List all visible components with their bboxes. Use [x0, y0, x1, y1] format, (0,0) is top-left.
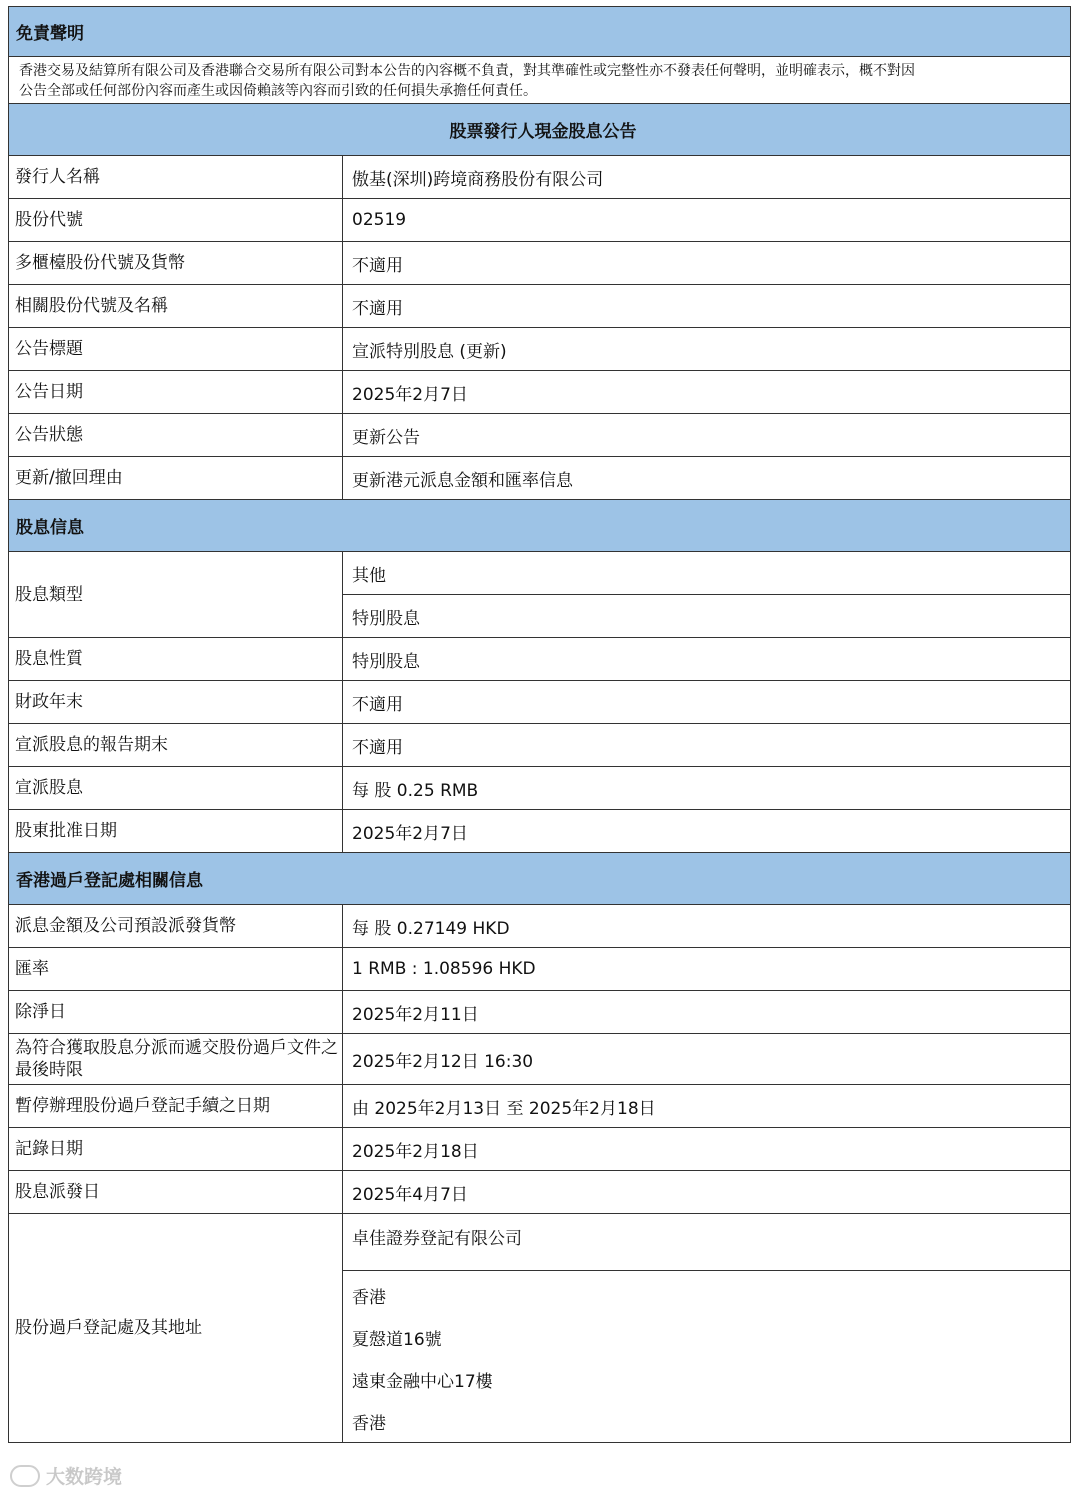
issuer-field-label: 發行人名稱 — [9, 156, 343, 198]
hk-field-row — [8, 1128, 1071, 1171]
dividend-field-label: 宣派股息 — [9, 767, 343, 809]
issuer-field-row — [8, 285, 1071, 328]
dividend-field-value: 2025年2月7日 — [352, 823, 468, 844]
hk-field-row — [8, 991, 1071, 1034]
issuer-field-value: 傲基(深圳)跨境商務股份有限公司 — [352, 169, 604, 190]
hk-field-value: 由 2025年2月13日 至 2025年2月18日 — [352, 1098, 656, 1119]
registrar-address-line-3: 遠東金融中心17樓 — [352, 1371, 493, 1392]
hk-field-label: 匯率 — [9, 948, 343, 990]
issuer-field-row — [8, 156, 1071, 199]
dividend-type-value-2: 特別股息 — [352, 608, 420, 629]
issuer-field-label: 多櫃檯股份代號及貨幣 — [9, 242, 343, 284]
dividend-info-table — [8, 638, 1071, 853]
registrar-address-line-1: 香港 — [352, 1288, 386, 1309]
registrar-row — [8, 1214, 1071, 1443]
disclaimer-line-1: 香港交易及結算所有限公司及香港聯合交易所有限公司對本公告的內容概不負責，對其準確性或完整性亦不發表任何聲明，並明確表示，概不對因 — [19, 63, 915, 79]
hk-registrar-section-header — [8, 853, 1071, 905]
dividend-type-row — [8, 552, 1071, 638]
hk-field-row — [8, 1171, 1071, 1214]
hk-field-value: 2025年4月7日 — [352, 1184, 468, 1205]
dividend-field-label: 股息性質 — [9, 638, 343, 680]
registrar-address-line-2: 夏慤道16號 — [352, 1329, 442, 1350]
hk-field-value: 2025年2月18日 — [352, 1141, 479, 1162]
dividend-field-value: 特別股息 — [352, 651, 420, 672]
issuer-field-value: 宣派特別股息 (更新) — [352, 341, 507, 362]
hk-field-value: 每 股 0.27149 HKD — [352, 918, 510, 939]
watermark — [10, 1462, 122, 1489]
dividend-type-value-1: 其他 — [343, 552, 1070, 595]
issuer-field-value: 2025年2月7日 — [352, 384, 468, 405]
issuer-field-value: 不適用 — [352, 298, 403, 319]
issuer-field-row — [8, 242, 1071, 285]
announcement-document — [8, 6, 1071, 1443]
registrar-details — [343, 1214, 1070, 1442]
hk-field-label: 為符合獲取股息分派而遞交股份過戶文件之最後時限 — [9, 1034, 343, 1084]
issuer-field-row — [8, 414, 1071, 457]
issuer-field-row — [8, 371, 1071, 414]
issuer-field-value: 更新港元派息金額和匯率信息 — [352, 470, 573, 491]
dividend-field-value: 不適用 — [352, 737, 403, 758]
hk-registrar-info-table — [8, 905, 1071, 1214]
dividend-field-label: 財政年末 — [9, 681, 343, 723]
dividend-type-values — [343, 552, 1070, 637]
dividend-field-row — [8, 638, 1071, 681]
hk-field-value: 2025年2月12日 16:30 — [352, 1051, 534, 1072]
disclaimer-title: 免責聲明 — [16, 24, 84, 44]
dividend-field-row — [8, 681, 1071, 724]
issuer-field-value: 02519 — [352, 210, 407, 230]
document-title: 股票發行人現金股息公告 — [449, 122, 637, 142]
hk-field-label: 股息派發日 — [9, 1171, 343, 1213]
dividend-section-header — [8, 500, 1071, 552]
hk-field-value: 2025年2月11日 — [352, 1004, 479, 1025]
hk-field-label: 暫停辦理股份過戶登記手續之日期 — [9, 1085, 343, 1127]
issuer-info-table — [8, 156, 1071, 500]
hk-field-value: 1 RMB : 1.08596 HKD — [352, 959, 536, 979]
issuer-field-value: 更新公告 — [352, 427, 420, 448]
hk-field-row — [8, 948, 1071, 991]
dividend-type-label: 股息類型 — [9, 552, 343, 637]
issuer-field-row — [8, 457, 1071, 500]
registrar-address-line-4: 香港 — [352, 1413, 386, 1434]
issuer-field-row — [8, 199, 1071, 242]
dividend-field-row — [8, 724, 1071, 767]
dividend-field-label: 股東批准日期 — [9, 810, 343, 852]
issuer-field-label: 股份代號 — [9, 199, 343, 241]
disclaimer-body — [8, 57, 1071, 104]
dividend-section-title: 股息信息 — [16, 518, 84, 538]
dividend-field-row — [8, 767, 1071, 810]
issuer-field-label: 公告日期 — [9, 371, 343, 413]
disclaimer-header — [8, 6, 1071, 57]
issuer-field-label: 更新/撤回理由 — [9, 457, 343, 499]
hk-registrar-section-title: 香港過戶登記處相關信息 — [16, 871, 203, 891]
issuer-field-value: 不適用 — [352, 255, 403, 276]
watermark-text: 大数跨境 — [46, 1466, 123, 1488]
issuer-field-row — [8, 328, 1071, 371]
issuer-field-label: 公告狀態 — [9, 414, 343, 456]
hk-field-row — [8, 1034, 1071, 1085]
registrar-label: 股份過戶登記處及其地址 — [9, 1214, 343, 1442]
hk-field-row — [8, 1085, 1071, 1128]
registrar-name: 卓佳證券登記有限公司 — [343, 1214, 1070, 1271]
watermark-logo-icon — [10, 1465, 40, 1487]
dividend-field-row — [8, 810, 1071, 853]
hk-field-label: 除淨日 — [9, 991, 343, 1033]
hk-field-label: 記錄日期 — [9, 1128, 343, 1170]
dividend-field-value: 不適用 — [352, 694, 403, 715]
dividend-field-value: 每 股 0.25 RMB — [352, 780, 479, 801]
issuer-field-label: 公告標題 — [9, 328, 343, 370]
document-title-bar — [8, 104, 1071, 156]
disclaimer-line-2: 公告全部或任何部份內容而產生或因倚賴該等內容而引致的任何損失承擔任何責任。 — [19, 83, 537, 99]
dividend-field-label: 宣派股息的報告期末 — [9, 724, 343, 766]
hk-field-row — [8, 905, 1071, 948]
hk-field-label: 派息金額及公司預設派發貨幣 — [9, 905, 343, 947]
issuer-field-label: 相關股份代號及名稱 — [9, 285, 343, 327]
